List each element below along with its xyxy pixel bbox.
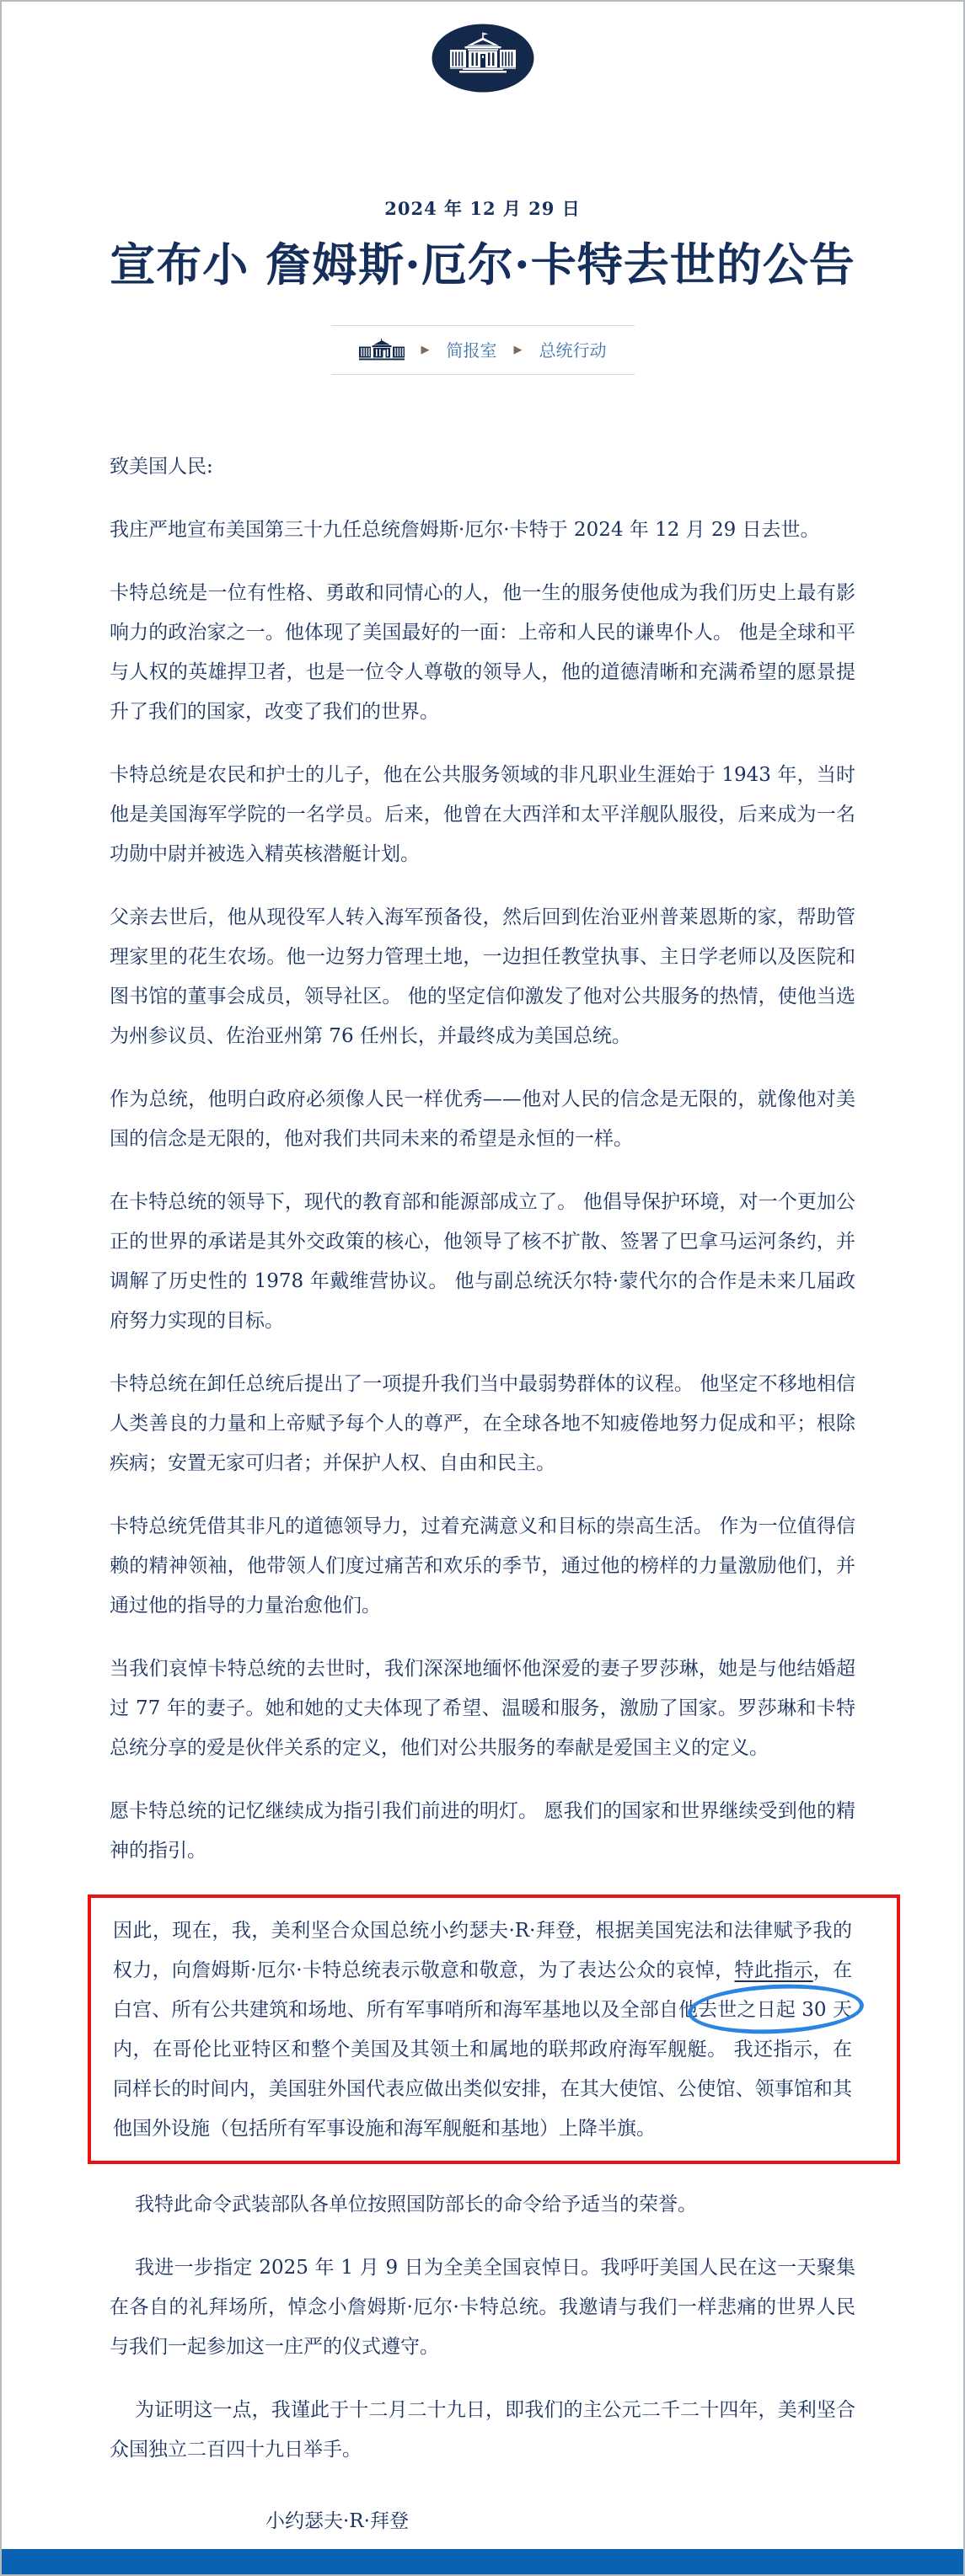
blue-circled-phrase [698,1999,852,2021]
article-paragraph: 卡特总统是农民和护士的儿子，他在公共服务领域的非凡职业生涯始于 1943 年，当时他是美国海军学院的一名学员。后来，他曾在大西洋和太平洋舰队服役，后来成为一名功勋中尉并被选入精英核潜艇计划。 [110,764,855,865]
article-paragraph: 我庄严地宣布美国第三十九任总统詹姆斯·厄尔·卡特于 2024 年 12 月 29 日去世。 [110,519,820,541]
breadcrumb-link-briefing-room[interactable]: 简报室 [446,340,497,361]
signature: 小约瑟夫·R·拜登 [265,2510,409,2532]
white-house-seal-icon [432,24,534,93]
circled-text: 去世之日起 30 天 [698,1999,853,2021]
breadcrumb [331,325,635,375]
red-highlight-box [88,1895,900,2164]
article-paragraph: 当我们哀悼卡特总统的去世时，我们深深地缅怀他深爱的妻子罗莎琳，她是与他结婚超过 77 年的妻子。她和她的丈夫体现了希望、温暖和服务，激励了国家。罗莎琳和卡特总统分享的爱是伙伴关系的定义，他们对公共服务的奉献是爱国主义的定义。 [110,1658,855,1759]
article-paragraph: 愿卡特总统的记忆继续成为指引我们前进的明灯。 愿我们的国家和世界继续受到他的精神的指引。 [110,1800,855,1862]
white-house-building-icon [359,339,405,361]
article-date: 2024 年 12 月 29 日 [384,198,581,219]
underlined-phrase: 特此指示 [734,1959,813,1981]
directive-text-middle: ，在白宫、所有公共建筑和场地、所有军事哨所和海军基地以及全部自他 [113,1959,853,2021]
article-body [110,447,855,2541]
article-paragraph: 我特此命令武装部队各单位按照国防部长的命令给予适当的荣誉。 [135,2194,697,2215]
directive-text-end: 内，在哥伦比亚特区和整个美国及其领土和属地的联邦政府海军舰艇。 我还指示，在同样长的时间内，美国驻外国代表应做出类似安排，在其大使馆、公使馆、领事馆和其他国外设施（包括所有军事设施和海军舰艇和基地）上降半旗。 [113,2039,852,2140]
article-paragraph: 在卡特总统的领导下，现代的教育部和能源部成立了。 他倡导保护环境，对一个更加公正的世界的承诺是其外交政策的核心，他领导了核不扩散、签署了巴拿马运河条约，并调解了历史性的 1978 年戴维营协议。 他与副总统沃尔特·蒙代尔的合作是未来几届政府努力实现的目标。 [110,1191,855,1332]
article-paragraph: 为证明这一点，我谨此于十二月二十九日，即我们的主公元二千二十四年，美利坚合众国独立二百四十九日举手。 [110,2399,855,2461]
article-paragraph: 卡特总统是一位有性格、勇敢和同情心的人，他一生的服务使他成为我们历史上最有影响力的政治家之一。他体现了美国最好的一面：上帝和人民的谦卑仆人。 他是全球和平与人权的英雄捍卫者，也是一位令人尊敬的领导人，他的道德清晰和充满希望的愿景提升了我们的国家，改变了我们的世界。 [110,582,855,723]
article-paragraph: 我进一步指定 2025 年 1 月 9 日为全美全国哀悼日。我呼吁美国人民在这一天聚集在各自的礼拜场所，悼念小詹姆斯·厄尔·卡特总统。我邀请与我们一样悲痛的世界人民与我们一起参加这一庄严的仪式遵守。 [110,2257,855,2358]
white-house-logo [432,24,534,96]
directive-paragraph [113,1911,852,2149]
directive-text-start: 因此，现在，我，美利坚合众国总统小约瑟夫·R·拜登，根据美国宪法和法律赋予我的权力，向詹姆斯·厄尔·卡特总统表示敬意和敬意，为了表达公众的哀悼， [113,1920,852,1981]
page-title: 宣布小 詹姆斯·厄尔·卡特去世的公告 [110,238,855,291]
breadcrumb-link-presidential-actions[interactable]: 总统行动 [539,340,607,361]
article-paragraph: 作为总统，他明白政府必须像人民一样优秀——他对人民的信念是无限的，就像他对美国的信念是无限的，他对我们共同未来的希望是永恒的一样。 [110,1088,855,1150]
article-paragraph: 卡特总统在卸任总统后提出了一项提升我们当中最弱势群体的议程。 他坚定不移地相信人类善良的力量和上帝赋予每个人的尊严，在全球各地不知疲倦地努力促成和平；根除疾病；安置无家可归者；并保护人权、自由和民主。 [110,1373,855,1474]
article-paragraph: 父亲去世后，他从现役军人转入海军预备役，然后回到佐治亚州普莱恩斯的家，帮助管理家里的花生农场。他一边努力管理土地，一边担任教堂执事、主日学老师以及医院和图书馆的董事会成员，领导社区。 他的坚定信仰激发了他对公共服务的热情，使他当选为州参议员、佐治亚州第 76 任州长，并最终成为美国总统。 [110,906,855,1047]
chevron-right-icon: ▶ [513,344,523,356]
footer-bar [2,2549,963,2574]
chevron-right-icon: ▶ [421,344,430,356]
salutation: 致美国人民: [110,456,213,478]
article-paragraph: 卡特总统凭借其非凡的道德领导力，过着充满意义和目标的崇高生活。 作为一位值得信赖的精神领袖，他带领人们度过痛苦和欢乐的季节，通过他的榜样的力量激励他们，并通过他的指导的力量治愈他们。 [110,1515,855,1617]
breadcrumb-home-icon[interactable] [359,339,405,361]
